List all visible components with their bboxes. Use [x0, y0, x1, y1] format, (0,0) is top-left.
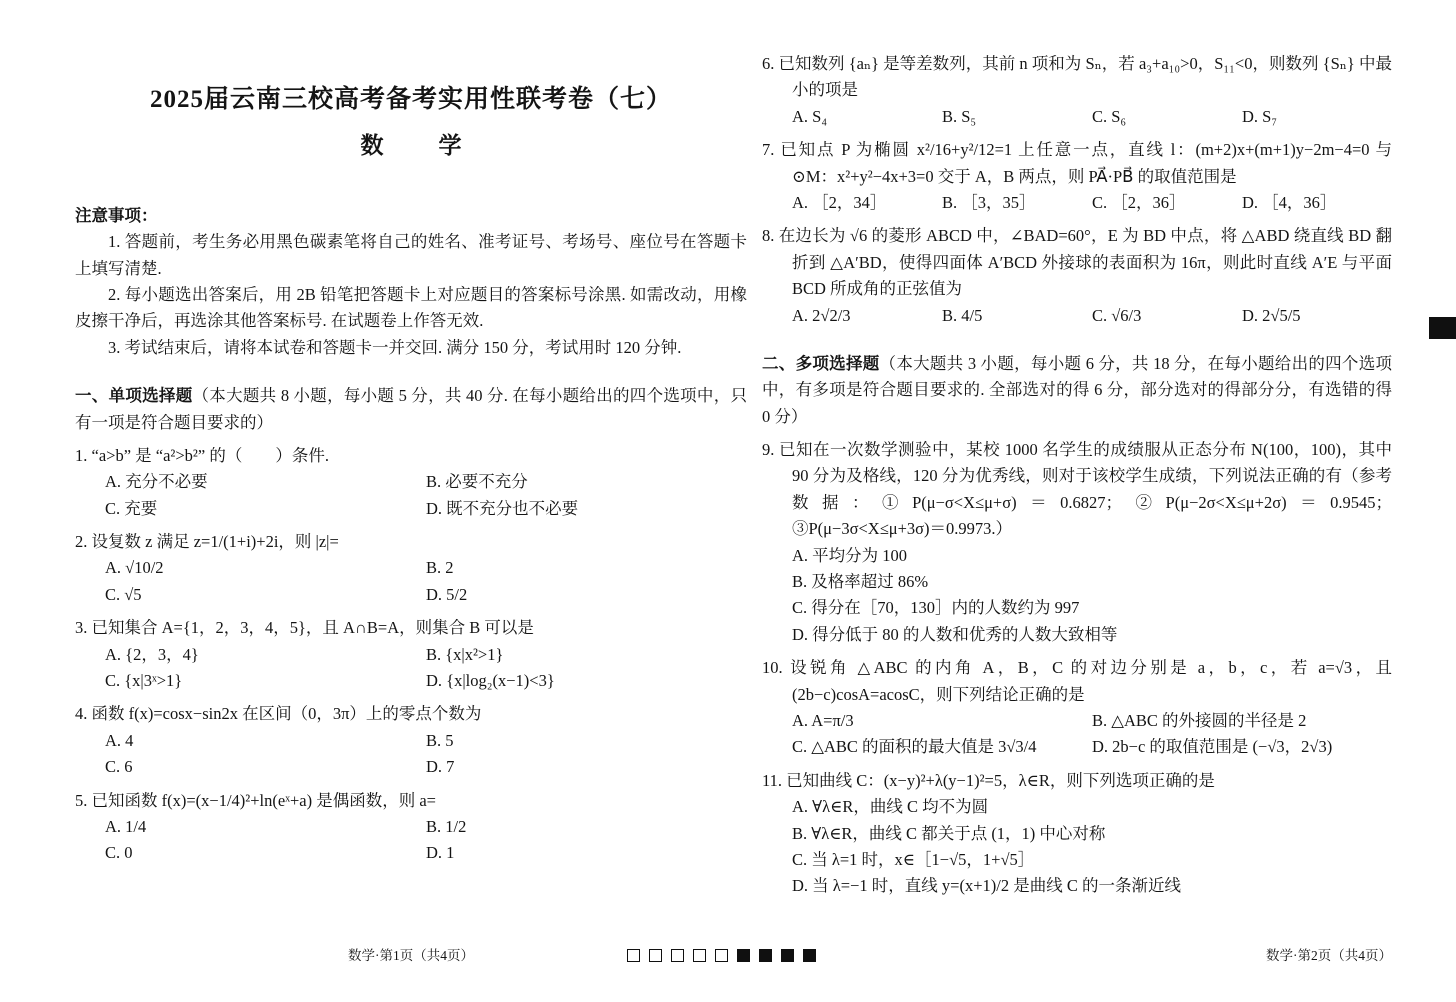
choice: B. ［3，35］: [942, 192, 1036, 212]
question-stem: 2. 设复数 z 满足 z=1/(1+i)+2i，则 |z|=: [75, 532, 339, 552]
choice: C. 得分在［70，130］内的人数约为 997: [792, 598, 1080, 618]
choice: B. ∀λ∈R，曲线 C 都关于点 (1，1) 中心对称: [792, 823, 1106, 843]
choice: C. 0: [105, 843, 133, 863]
registration-mark: [737, 949, 750, 962]
question-9: [762, 437, 1392, 648]
choice: D. 2√5/5: [1242, 305, 1301, 325]
section-2-heading: [762, 351, 1392, 430]
choice: B. △ABC 的外接圆的半径是 2: [1092, 710, 1307, 730]
question-stem: 4. 函数 f(x)=cosx−sin2x 在区间（0，3π）上的零点个数为: [75, 704, 482, 724]
page-edge-tab: [1429, 317, 1456, 339]
question-6: [762, 51, 1392, 130]
choice: B. 2: [426, 558, 454, 578]
choice: C. {x|3ˣ>1}: [105, 671, 183, 691]
choice-list: [75, 814, 747, 867]
question-4: [75, 701, 747, 780]
question-stem: 10. 设锐角 △ABC 的内角 A，B，C 的对边分别是 a，b，c，若 a=√3，且 (2b−c)cosA=acosC，则下列结论正确的是: [762, 658, 1392, 704]
question-8: [762, 223, 1392, 329]
registration-mark: [627, 949, 640, 962]
choice: C. 6: [105, 757, 133, 777]
choice: B. 1/2: [426, 817, 467, 836]
choice-list: [75, 555, 747, 608]
registration-mark: [803, 949, 816, 962]
section-2-heading-rest: （本大题共 3 小题，每小题 6 分，共 18 分，在每小题给出的四个选项中，有多项是符合题目要求的. 全部选对的得 6 分，部分选对的得部分分，有选错的得 0 分）: [762, 353, 1393, 426]
section-1-heading-rest: （本大题共 8 小题，每小题 5 分，共 40 分. 在每小题给出的四个选项中，只有一项是符合题目要求的）: [75, 386, 748, 432]
choice: C. ［2，36］: [1092, 192, 1186, 212]
choice-list: [762, 794, 1392, 900]
choice: D. 得分低于 80 的人数和优秀的人数大致相等: [792, 624, 1118, 644]
question-stem: 5. 已知函数 f(x)=(x−1/4)²+ln(eˣ+a) 是偶函数，则 a=: [75, 790, 436, 810]
question-stem: 7. 已知点 P 为椭圆 x²/16+y²/12=1 上任意一点，直线 l：(m+2)x+(m+1)y−2m−4=0 与 ⊙M：x²+y²−4x+3=0 交于 A，B 两点，则 PA⃗·PB⃗ 的取值范围是: [762, 140, 1392, 186]
section-1-heading-bold: 一、单项选择题: [75, 386, 193, 406]
choice: B. {x|x²>1}: [426, 644, 504, 664]
question-3: [75, 615, 747, 694]
question-stem: 1. “a>b” 是 “a²>b²” 的（ ）条件.: [75, 445, 329, 465]
registration-mark: [671, 949, 684, 962]
choice: D. {x|log₂(x−1)<3}: [426, 671, 555, 691]
choice: D. 1: [426, 843, 455, 863]
registration-mark: [649, 949, 662, 962]
choice: C. 充要: [105, 498, 158, 518]
notice-item: 1. 答题前，考生务必用黑色碳素笔将自己的姓名、准考证号、考场号、座位号在答题卡上填写清楚.: [75, 232, 747, 278]
choice: D. S₇: [1242, 106, 1278, 126]
question-2: [75, 529, 747, 608]
choice-list: [75, 642, 747, 695]
question-5: [75, 788, 747, 867]
choice: C. S₆: [1092, 106, 1127, 126]
choice: C. √5: [105, 584, 142, 604]
choice-list: [762, 708, 1392, 761]
choice: A. 4: [105, 730, 134, 750]
page-1: [75, 0, 747, 867]
registration-marks: [627, 949, 816, 962]
choice: D. ［4，36］: [1242, 192, 1337, 212]
choice-list: [762, 303, 1392, 329]
choice-list: [75, 728, 747, 781]
registration-mark: [693, 949, 706, 962]
choice: A. {2，3，4}: [105, 644, 199, 664]
choice: D. 2b−c 的取值范围是 (−√3，2√3): [1092, 737, 1333, 757]
choice: B. 必要不充分: [426, 472, 528, 492]
registration-mark: [759, 949, 772, 962]
choice: C. 当 λ=1 时，x∈［1−√5，1+√5］: [792, 849, 1035, 869]
choice: A. √10/2: [105, 558, 164, 578]
choice-list: [762, 190, 1392, 216]
page-1-footer: 数学·第1页（共4页）: [348, 948, 474, 963]
choice: A. 1/4: [105, 817, 147, 836]
notice-item: 2. 每小题选出答案后，用 2B 铅笔把答题卡上对应题目的答案标号涂黑. 如需改动，用橡皮擦干净后，再选涂其他答案标号. 在试题卷上作答无效.: [75, 284, 747, 331]
question-10: [762, 655, 1392, 761]
exam-title: 2025届云南三校高考备考实用性联考卷（七）: [149, 86, 672, 113]
choice: A. A=π/3: [792, 710, 854, 730]
question-1: [75, 443, 747, 522]
choice: B. 5: [426, 730, 454, 750]
registration-mark: [781, 949, 794, 962]
section-1-heading: [75, 383, 747, 436]
choice: A. 2√2/3: [792, 305, 851, 325]
notice-item: 3. 考试结束后，请将本试卷和答题卡一并交回. 满分 150 分，考试用时 120 分钟.: [108, 337, 682, 357]
choice: B. 及格率超过 86%: [792, 572, 929, 592]
choice: D. 7: [426, 757, 455, 777]
choice-list: [762, 543, 1392, 649]
notice-heading: 注意事项：: [75, 205, 158, 225]
section-2-heading-bold: 二、多项选择题: [762, 353, 880, 373]
choice: A. S₄: [792, 106, 828, 126]
choice: D. 既不充分也不必要: [426, 498, 579, 518]
question-stem: 6. 已知数列 {aₙ} 是等差数列，其前 n 项和为 Sₙ，若 a₃+a₁₀>0，S₁₁<0，则数列 {Sₙ} 中最小的项是: [762, 54, 1392, 100]
exam-subject: 数 学: [360, 133, 478, 158]
question-7: [762, 137, 1392, 216]
choice-list: [762, 104, 1392, 130]
choice: A. 平均分为 100: [792, 545, 908, 565]
choice: B. 4/5: [942, 305, 983, 325]
page-2: [762, 0, 1392, 900]
choice: D. 当 λ=−1 时，直线 y=(x+1)/2 是曲线 C 的一条渐近线: [792, 876, 1181, 896]
page-2-footer: 数学·第2页（共4页）: [1266, 948, 1392, 963]
question-11: [762, 768, 1392, 900]
choice: D. 5/2: [426, 584, 468, 604]
question-stem: 11. 已知曲线 C：(x−y)²+λ(y−1)²=5，λ∈R，则下列选项正确的是: [762, 770, 1215, 790]
question-stem: 9. 已知在一次数学测验中，某校 1000 名学生的成绩服从正态分布 N(100，100)，其中 90 分为及格线，120 分为优秀线，则对于该校学生成绩，下列说法正确的有（参考数据：①P(μ−σ<X≤μ+σ)＝0.6827；②P(μ−2σ<X≤μ+2σ)＝0.9545；③P(μ−3σ<X≤μ+3σ)＝0.9973.）: [762, 440, 1392, 539]
question-stem: 8. 在边长为 √6 的菱形 ABCD 中，∠BAD=60°，E 为 BD 中点，将 △ABD 绕直线 BD 翻折到 △A′BD，使得四面体 A′BCD 外接球的表面积为 16π，则此时直线 A′E 与平面 BCD 所成角的正弦值为: [762, 226, 1392, 299]
question-stem: 3. 已知集合 A={1，2，3，4，5}，且 A∩B=A，则集合 B 可以是: [75, 618, 534, 638]
choice: B. S₅: [942, 106, 977, 126]
choice: A. 充分不必要: [105, 472, 208, 492]
choice-list: [75, 469, 747, 522]
choice: C. △ABC 的面积的最大值是 3√3/4: [792, 737, 1037, 757]
choice: C. √6/3: [1092, 305, 1142, 325]
registration-mark: [715, 949, 728, 962]
choice: A. ∀λ∈R，曲线 C 均不为圆: [792, 797, 989, 817]
choice: A. ［2，34］: [792, 192, 887, 212]
